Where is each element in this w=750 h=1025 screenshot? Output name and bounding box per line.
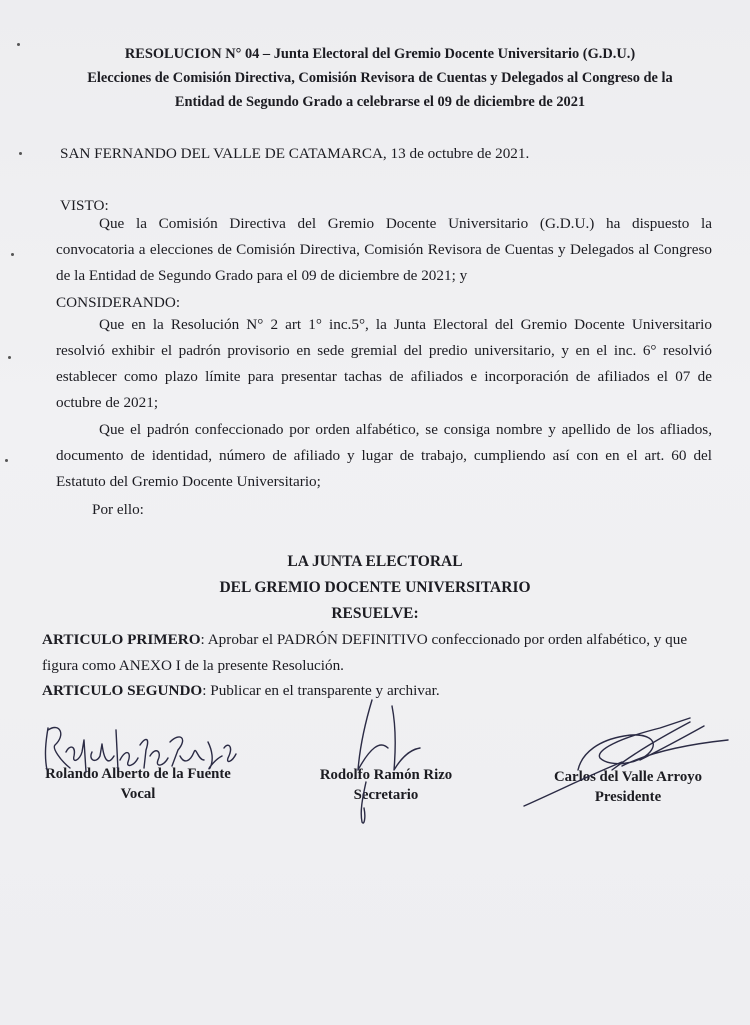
considerando-paragraph-2 — [56, 417, 712, 495]
signatory-name: Carlos del Valle Arroyo — [553, 769, 703, 785]
por-ello: Por ello: — [92, 501, 144, 518]
considerando-line: documento de identidad, número de afiliado y lugar de trabajo, cumpliendo así con en el art. 60 del — [56, 447, 712, 464]
article-primero-text: : Aprobar el PADRÓN DEFINITIVO confeccionado por orden alfabético, y que — [200, 631, 688, 648]
signatory-role: Vocal — [120, 786, 156, 802]
signatory-role: Presidente — [594, 789, 662, 805]
visto-paragraph — [56, 211, 712, 289]
signatory-secretario — [296, 765, 476, 805]
signatory-role: Secretario — [353, 787, 419, 803]
considerando-line: establecer como plazo límite para presentar tachas de afiliados e incorporación de afiliados el 07 de — [56, 368, 712, 385]
article-primero-label: ARTICULO PRIMERO — [42, 631, 201, 648]
article-segundo-label: ARTICULO SEGUNDO — [42, 682, 203, 699]
signatory-name: Rolando Alberto de la Fuente — [45, 766, 231, 782]
resolve-line-3: RESUELVE: — [331, 605, 419, 622]
scan-speck — [19, 152, 22, 155]
scan-speck — [11, 253, 14, 256]
article-segundo — [42, 678, 732, 704]
considerando-label: CONSIDERANDO: — [56, 294, 181, 311]
scan-speck — [5, 459, 8, 462]
article-segundo-text: : Publicar en el transparente y archivar. — [202, 682, 440, 699]
scan-speck — [17, 43, 20, 46]
signatory-vocal — [28, 764, 248, 804]
resolve-line-1: LA JUNTA ELECTORAL — [287, 553, 463, 570]
place-date: SAN FERNANDO DEL VALLE DE CATAMARCA, 13 de octubre de 2021. — [60, 145, 530, 162]
signatory-presidente — [533, 767, 723, 807]
resolve-heading — [0, 549, 750, 627]
resolution-header — [40, 42, 720, 114]
article-primero-text-2: figura como ANEXO I de la presente Resolución. — [42, 657, 344, 674]
header-subtitle-2: Entidad de Segundo Grado a celebrarse el 09 de diciembre de 2021 — [174, 94, 586, 110]
article-primero — [42, 627, 732, 679]
header-subtitle-1: Elecciones de Comisión Directiva, Comisión Revisora de Cuentas y Delegados al Congreso de la — [87, 70, 673, 86]
resolve-line-2: DEL GREMIO DOCENTE UNIVERSITARIO — [219, 579, 531, 596]
visto-label: VISTO: — [60, 197, 109, 214]
header-title: RESOLUCION N° 04 – Junta Electoral del Gremio Docente Universitario (G.D.U.) — [124, 46, 636, 62]
considerando-line: resolvió exhibir el padrón provisorio en sede gremial del predio universitario, y en el inc. 6° resolvió — [56, 342, 712, 359]
visto-line: Que la Comisión Directiva del Gremio Docente Universitario (G.D.U.) ha dispuesto la — [99, 215, 712, 232]
signatory-name: Rodolfo Ramón Rizo — [319, 767, 453, 783]
considerando-line: Estatuto del Gremio Docente Universitario; — [56, 473, 321, 490]
considerando-line: Que el padrón confeccionado por orden alfabético, se consiga nombre y apellido de los afliados, — [99, 421, 712, 438]
scan-speck — [8, 356, 11, 359]
visto-line: convocatoria a elecciones de Comisión Directiva, Comisión Revisora de Cuentas y Delegados al Congreso — [56, 241, 712, 258]
considerando-line: octubre de 2021; — [56, 394, 159, 411]
considerando-line: Que en la Resolución N° 2 art 1° inc.5°, la Junta Electoral del Gremio Docente Universitario — [99, 316, 712, 333]
considerando-paragraph-1 — [56, 312, 712, 416]
visto-line: de la Entidad de Segundo Grado para el 09 de diciembre de 2021; y — [56, 267, 468, 284]
